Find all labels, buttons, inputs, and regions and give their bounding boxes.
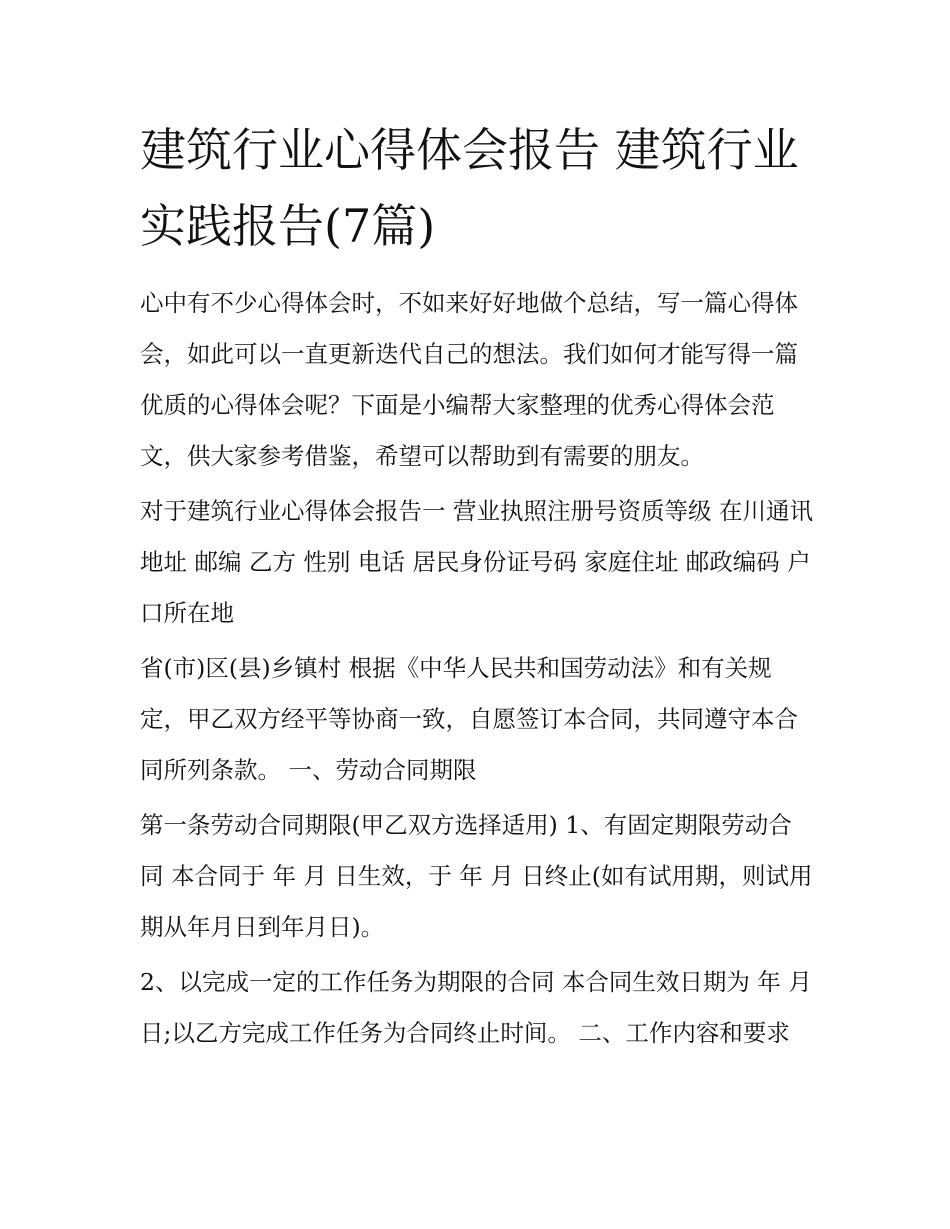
paragraph-party-info: 对于建筑行业心得体会报告一 营业执照注册号资质等级 在川通讯地址 邮编 乙方 性别 电话 居民身份证号码 家庭住址 邮政编码 户口所在地 xyxy=(140,497,813,627)
paragraph-task-contract: 2、以完成一定的工作任务为期限的合同 本合同生效日期为 年 月 日;以乙方完成工作任务为合同终止时间。 二、工作内容和要求 xyxy=(140,968,812,1047)
document-page xyxy=(140,112,815,1063)
paragraph-contract-term: 第一条劳动合同期限(甲乙双方选择适用) 1、有固定期限劳动合同 本合同于 年 月 日生效，于 年 月 日终止(如有试用期，则试用期从年月日到年月日)。 xyxy=(140,811,813,941)
paragraph-intro: 心中有不少心得体会时，不如来好好地做个总结，写一篇心得体会，如此可以一直更新迭代自己的想法。我们如何才能写得一篇优质的心得体会呢？下面是小编帮大家整理的优秀心得体会范文，供大家参考借鉴，希望可以帮助到有需要的朋友。 xyxy=(140,289,798,470)
paragraph-agreement: 省(市)区(县)乡镇村 根据《中华人民共和国劳动法》和有关规定，甲乙双方经平等协商一致，自愿签订本合同，共同遵守本合同所列条款。 一、劳动合同期限 xyxy=(140,654,798,784)
document-title: 建筑行业心得体会报告 建筑行业实践报告(7篇) xyxy=(140,123,799,253)
